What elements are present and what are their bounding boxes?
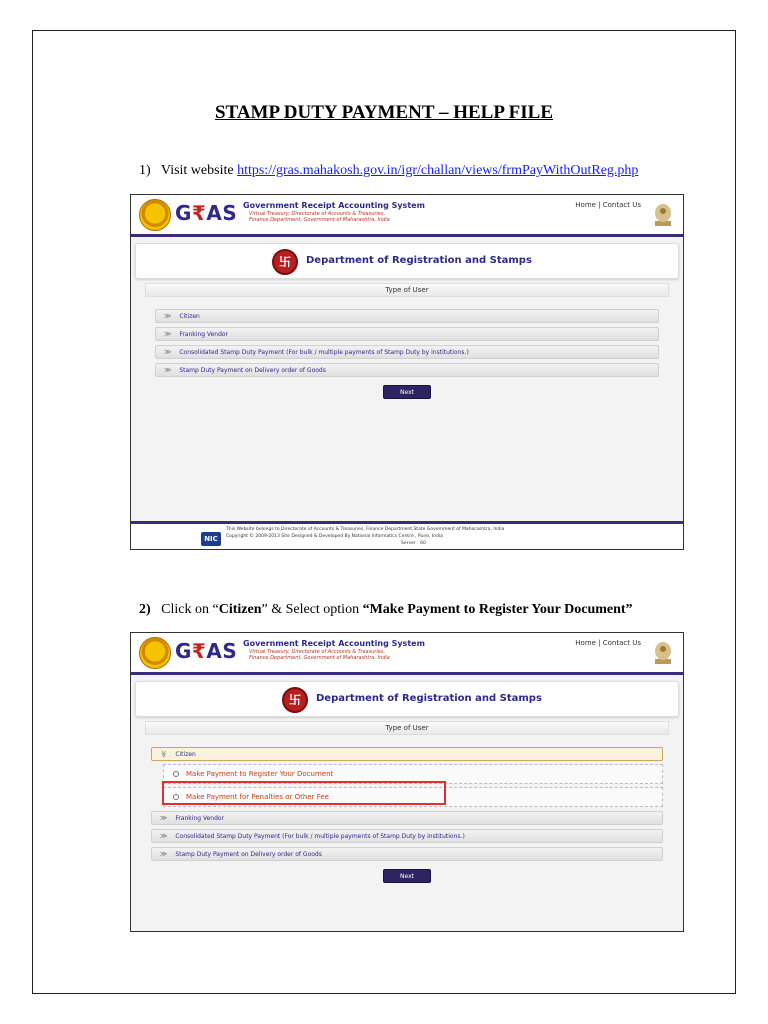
brand-subtitle: Virtual Treasury, Directorate of Accounts & Treasuries, [249, 649, 386, 655]
type-of-user-heading: Type of User [145, 721, 669, 735]
brand-subtitle: Finance Department, Government of Maharashtra, India [249, 655, 390, 661]
ashoka-emblem-icon [651, 637, 675, 669]
chevron-right-icon: ≫ [164, 366, 172, 374]
brand-title: Government Receipt Accounting System [243, 201, 425, 210]
option-franking-vendor[interactable]: ≫ Franking Vendor [155, 327, 659, 341]
nic-logo: NIC [201, 532, 221, 546]
maharashtra-emblem-icon [139, 199, 171, 231]
type-of-user-heading: Type of User [145, 283, 669, 297]
step-1 [139, 163, 638, 179]
next-button[interactable]: Next [383, 869, 431, 883]
option-citizen[interactable]: ≫ Citizen [151, 747, 663, 761]
screenshot-2 [130, 632, 684, 932]
chevron-down-icon: ≫ [159, 750, 168, 758]
department-title: Department of Registration and Stamps [316, 693, 542, 704]
brand-subtitle: Virtual Treasury, Directorate of Accounts & Treasuries, [249, 211, 386, 217]
option-franking-vendor[interactable]: ≫ Franking Vendor [151, 811, 663, 825]
chevron-right-icon: ≫ [160, 850, 168, 858]
dept-logo-icon: 卐 [272, 249, 298, 275]
footer-text: Server : 60 [401, 541, 426, 546]
radio-button[interactable] [173, 771, 179, 777]
department-banner [135, 243, 679, 279]
department-title: Department of Registration and Stamps [306, 255, 532, 266]
website-link[interactable]: https://gras.mahakosh.gov.in/igr/challan/views/frmPayWithOutReg.php [237, 163, 639, 178]
chevron-right-icon: ≫ [160, 814, 168, 822]
highlight-box [162, 781, 446, 805]
gras-logo: G₹AS [175, 201, 238, 225]
department-banner [135, 681, 679, 717]
sub-option-penalties[interactable]: Make Payment for Penalties or Other Fee [163, 787, 663, 807]
chevron-right-icon: ≫ [164, 312, 172, 320]
gras-logo: G₹AS [175, 639, 238, 663]
brand-title: Government Receipt Accounting System [243, 639, 425, 648]
step-2-number: 2) [139, 602, 151, 617]
chevron-right-icon: ≫ [160, 832, 168, 840]
option-consolidated-stamp-duty[interactable]: ≫ Consolidated Stamp Duty Payment (For bulk / multiple payments of Stamp Duty by institutions.) [151, 829, 663, 843]
brand-subtitle: Finance Department, Government of Maharashtra, India [249, 217, 390, 223]
footer-text: This Website belongs to Directorate of Accounts & Treasuries, Finance Department,State Government of Maharashtra, India [226, 527, 505, 532]
dept-logo-icon: 卐 [282, 687, 308, 713]
option-consolidated-stamp-duty[interactable]: ≫ Consolidated Stamp Duty Payment (For bulk / multiple payments of Stamp Duty by institutions.) [155, 345, 659, 359]
site-header [131, 195, 683, 237]
step-1-text: Visit website [160, 163, 234, 178]
chevron-right-icon: ≫ [164, 330, 172, 338]
step-1-number: 1) [139, 163, 151, 178]
footer-text: Copyright © 2009-2013 Site Designed & Developed By National Informatics Centre , Pune, India [226, 534, 443, 539]
top-links[interactable]: Home | Contact Us [575, 639, 641, 647]
chevron-right-icon: ≫ [164, 348, 172, 356]
document-title: STAMP DUTY PAYMENT – HELP FILE [214, 102, 553, 123]
step-2: 2) Click on “Citizen” & Select option “Make Payment to Register Your Document” [139, 602, 633, 617]
site-footer [131, 521, 683, 549]
top-links[interactable]: Home | Contact Us [575, 201, 641, 209]
site-header [131, 633, 683, 675]
next-button[interactable]: Next [383, 385, 431, 399]
sub-option-register-document[interactable]: Make Payment to Register Your Document [163, 764, 663, 784]
maharashtra-emblem-icon [139, 637, 171, 669]
screenshot-1 [130, 194, 684, 550]
option-citizen[interactable]: ≫ Citizen [155, 309, 659, 323]
option-delivery-order[interactable]: ≫ Stamp Duty Payment on Delivery order of Goods [155, 363, 659, 377]
ashoka-emblem-icon [651, 199, 675, 231]
option-delivery-order[interactable]: ≫ Stamp Duty Payment on Delivery order of Goods [151, 847, 663, 861]
